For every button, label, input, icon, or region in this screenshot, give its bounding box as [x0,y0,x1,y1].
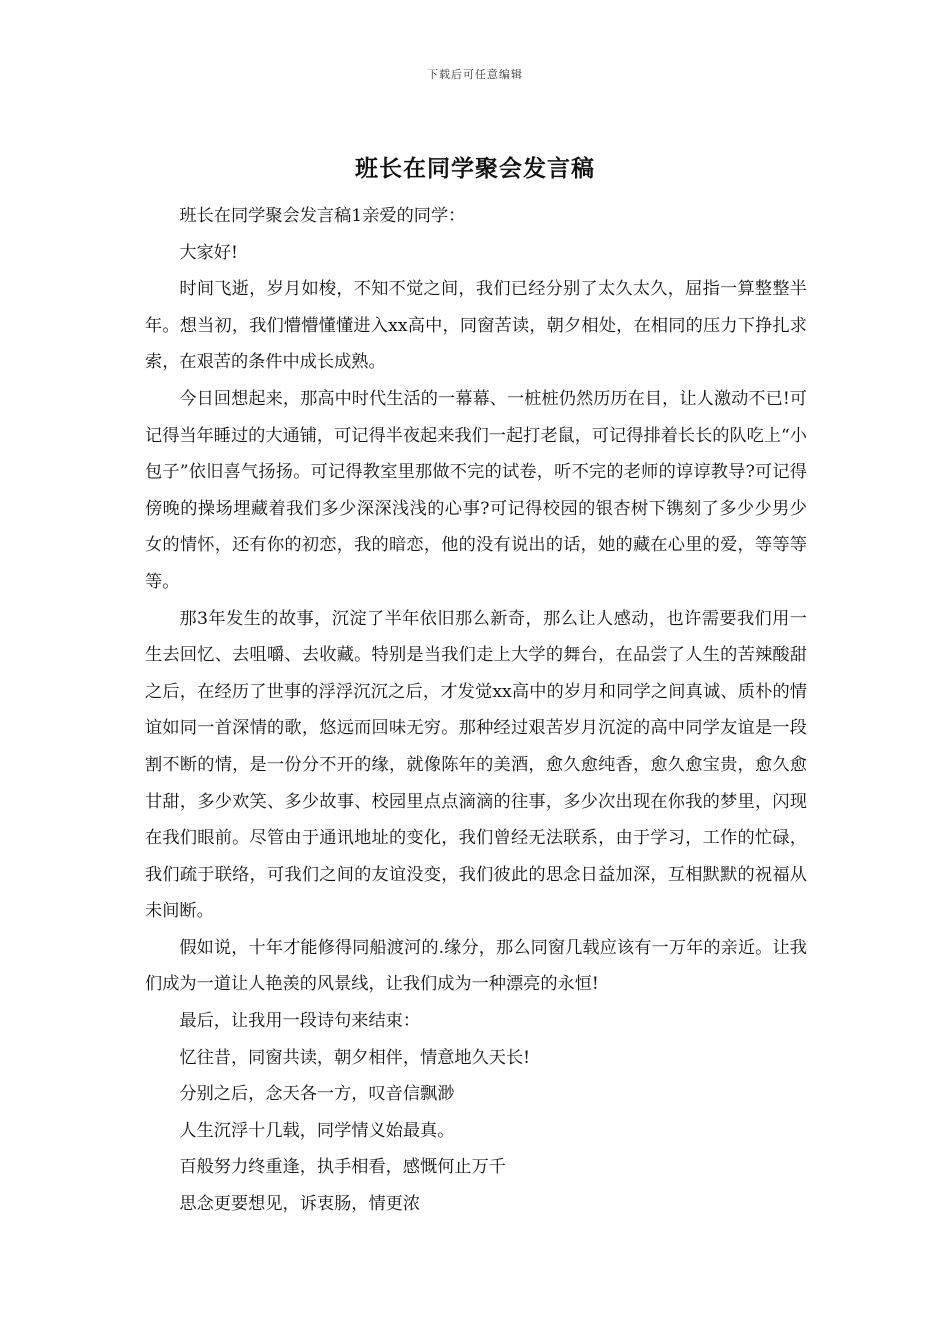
paragraph: 假如说，十年才能修得同船渡河的.缘分，那么同窗几载应该有一万年的亲近。让我们成为一道让人艳羡的风景线，让我们成为一种漂亮的永恒! [145,937,807,995]
poem-line: 人生沉浮十几载，同学情义始最真。 [179,1120,455,1141]
paragraph: 那3年发生的故事，沉淀了半年依旧那么新奇，那么让人感动，也许需要我们用一生去回忆、去咀嚼、去收藏。特别是当我们走上大学的舞台，在品尝了人生的苦辣酸甜之后，在经历了世事的浮浮沉沉之后，才发觉xx高中的岁月和同学之间真诚、质朴的情谊如同一首深情的歌，悠远而回味无穷。那种经过艰苦岁月沉淀的高中同学友谊是一段割不断的情，是一份分不开的缘，就像陈年的美酒，愈久愈纯香，愈久愈宝贵，愈久愈甘甜，多少欢笑、多少故事、校园里点点滴滴的往事，多少次出现在你我的梦里，闪现在我们眼前。尽管由于通讯地址的变化，我们曾经无法联系，由于学习，工作的忙碌，我们疏于联络，可我们之间的友谊没变，我们彼此的思念日益加深，互相默默的祝福从未间断。 [145,608,807,922]
paragraph-greeting: 大家好! [179,242,238,263]
paragraph: 时间飞逝，岁月如梭，不知不觉之间，我们已经分别了太久太久，屈指一算整整半年。想当初，我们懵懵懂懂进入xx高中，同窗苦读，朝夕相处，在相同的压力下挣扎求索，在艰苦的条件中成长成熟。 [145,279,807,373]
paragraph: 最后，让我用一段诗句来结束： [179,1011,421,1032]
paragraph-salutation: 班长在同学聚会发言稿1亲爱的同学： [179,206,466,226]
poem-line: 忆往昔，同窗共读，朝夕相伴，情意地久天长! [179,1047,531,1068]
poem-line: 思念更要想见，诉衷肠，情更浓 [179,1194,421,1215]
document-body [145,198,807,1223]
poem-line: 百般努力终重逢，执手相看，感慨何止万千 [179,1157,506,1178]
poem-line: 分别之后，念天各一方，叹音信飘渺 [179,1084,455,1105]
document-title: 班长在同学聚会发言稿 [355,155,595,182]
header-note: 下载后可任意编辑 [427,68,523,81]
paragraph: 今日回想起来，那高中时代生活的一幕幕、一桩桩仍然历历在目，让人激动不已!可记得当年睡过的大通铺，可记得半夜起来我们一起打老鼠，可记得排着长长的队吃上“小包子”依旧喜气扬扬。可记得教室里那做不完的试卷，听不完的老师的谆谆教导?可记得傍晚的操场埋藏着我们多少深深浅浅的心事?可记得校园的银杏树下镌刻了多少少男少女的情怀，还有你的初恋，我的暗恋，他的没有说出的话，她的藏在心里的爱，等等等等。 [145,388,807,592]
